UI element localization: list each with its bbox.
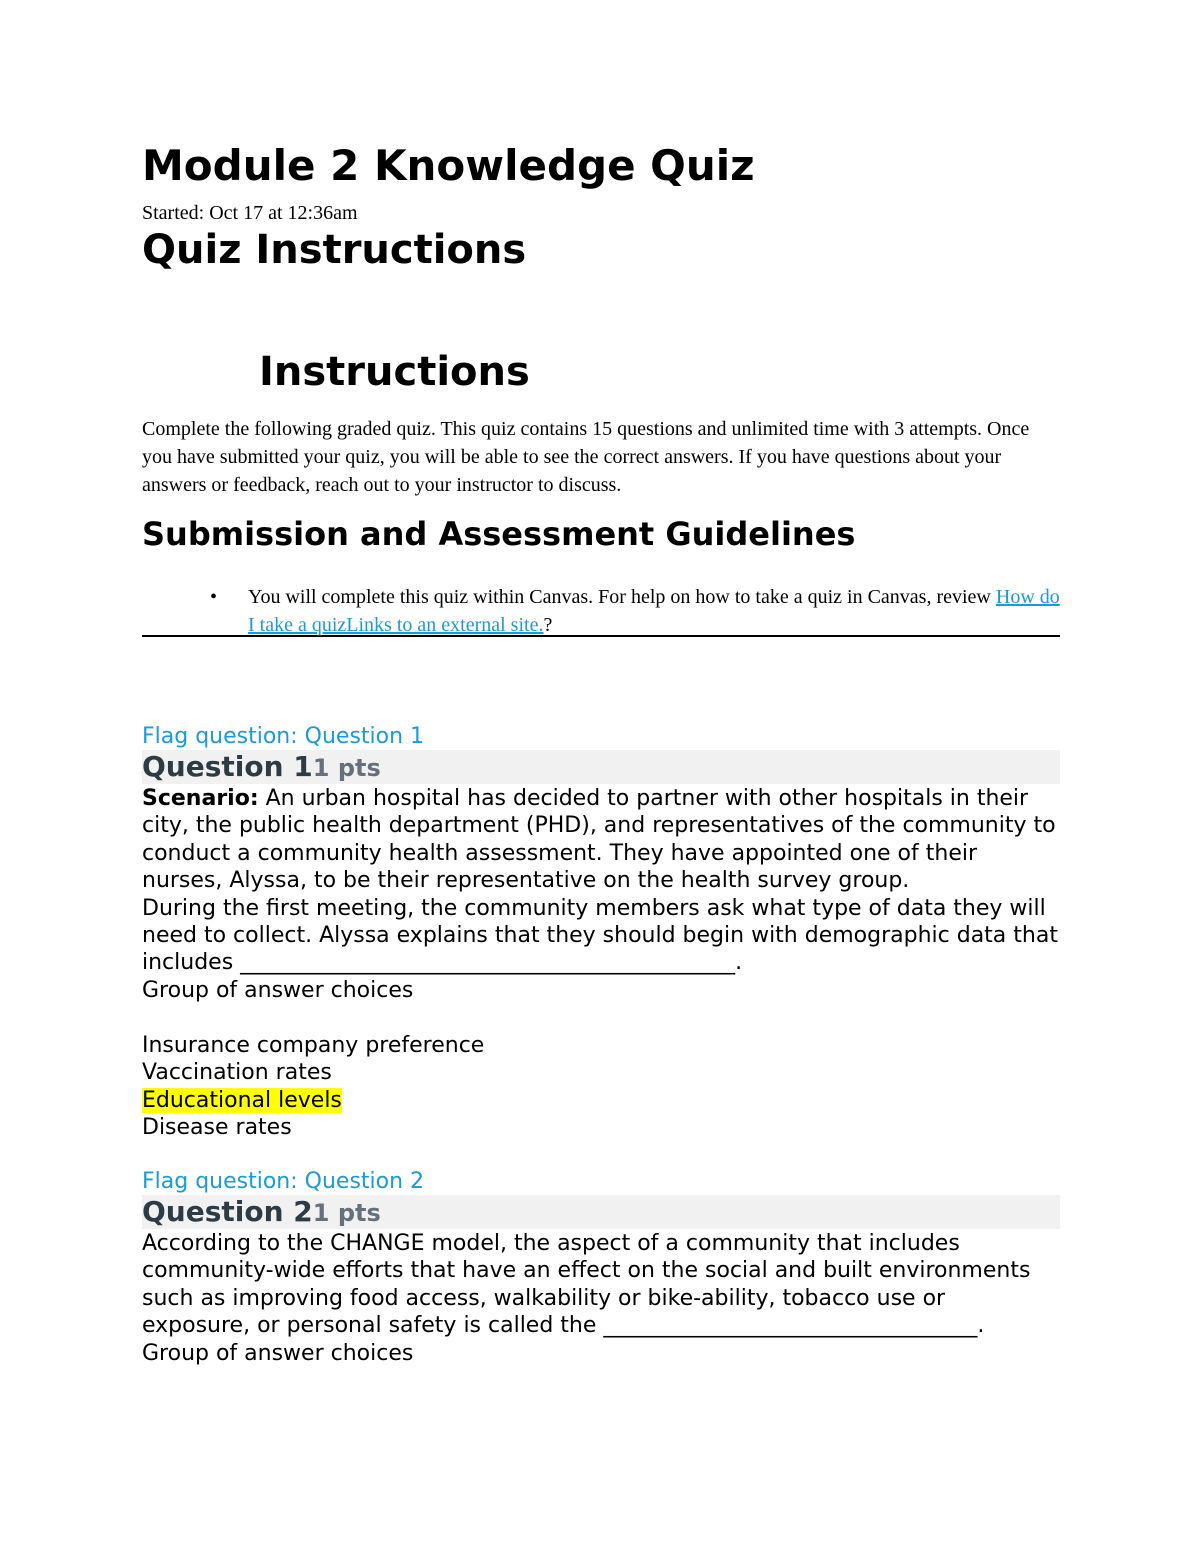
question-1-answer-list — [142, 1032, 484, 1142]
quiz-instructions-heading: Quiz Instructions — [142, 227, 527, 273]
answer-choice[interactable]: Insurance company preference — [142, 1033, 485, 1058]
answer-choice-selected[interactable] — [142, 1087, 484, 1114]
question-1-prompt: During the first meeting, the community members ask what type of data they will need to collect. Alyssa explains that they should begin with demographic data that includes _____________________________________________. — [142, 895, 1058, 976]
question-2-label: Question 2 — [142, 1195, 313, 1228]
question-1-points: 1 pts — [312, 754, 381, 782]
quiz-title: Module 2 Knowledge Quiz — [142, 141, 755, 190]
question-1-header — [142, 750, 1060, 784]
bullet-icon: • — [210, 586, 218, 608]
question-2-choices-label: Group of answer choices — [142, 1340, 414, 1366]
answer-choice[interactable]: Disease rates — [142, 1115, 292, 1141]
question-2-title — [142, 1195, 381, 1230]
question-1-choices-label: Group of answer choices — [142, 977, 414, 1003]
guideline-item-text: You will complete this quiz within Canvas. For help on how to take a quiz in Canvas, review — [248, 586, 996, 608]
guideline-text — [248, 583, 1060, 639]
scenario-label: Scenario: — [142, 786, 259, 811]
answer-choice[interactable]: Vaccination rates — [142, 1060, 332, 1086]
external-help-link[interactable]: How do I take a quizLinks to an external site. — [248, 586, 1060, 636]
started-timestamp: Started: Oct 17 at 12:36am — [142, 202, 358, 224]
instructions-heading: Instructions — [259, 349, 530, 395]
question-2-body — [142, 1230, 1060, 1367]
question-1-scenario — [142, 785, 1060, 895]
guideline-list-item — [142, 583, 1060, 637]
question-2-points: 1 pts — [312, 1199, 381, 1227]
submission-guidelines-heading: Submission and Assessment Guidelines — [142, 515, 856, 553]
scenario-text: An urban hospital has decided to partner with other hospitals in their city, the public health department (PHD), and representatives of the community to conduct a community health assessment. They have appointed one of their nurses, Alyssa, to be their representative on the health survey group. — [142, 786, 1056, 894]
question-1-body — [142, 785, 1060, 1004]
flag-question-2-button[interactable]: Flag question: Question 2 — [142, 1169, 425, 1194]
question-1-title — [142, 750, 381, 785]
guideline-item-suffix: ? — [543, 614, 553, 636]
instructions-paragraph: Complete the following graded quiz. This quiz contains 15 questions and unlimited time with 3 attempts. Once you have submitted your quiz, you will be able to see the correct answers. If you have questions about your answers or feedback, reach out to your instructor to discuss. — [142, 418, 1030, 496]
question-1-label: Question 1 — [142, 750, 313, 783]
flag-question-1-button[interactable]: Flag question: Question 1 — [142, 724, 425, 749]
question-2-header — [142, 1195, 1060, 1229]
question-2-prompt: According to the CHANGE model, the aspect of a community that includes community-wide efforts that have an effect on the social and built environments such as improving food access, walkability or bike-ability, tobacco use or exposure, or personal safety is called the __________________________________. — [142, 1231, 1031, 1339]
highlighted-answer: Educational levels — [142, 1087, 342, 1113]
